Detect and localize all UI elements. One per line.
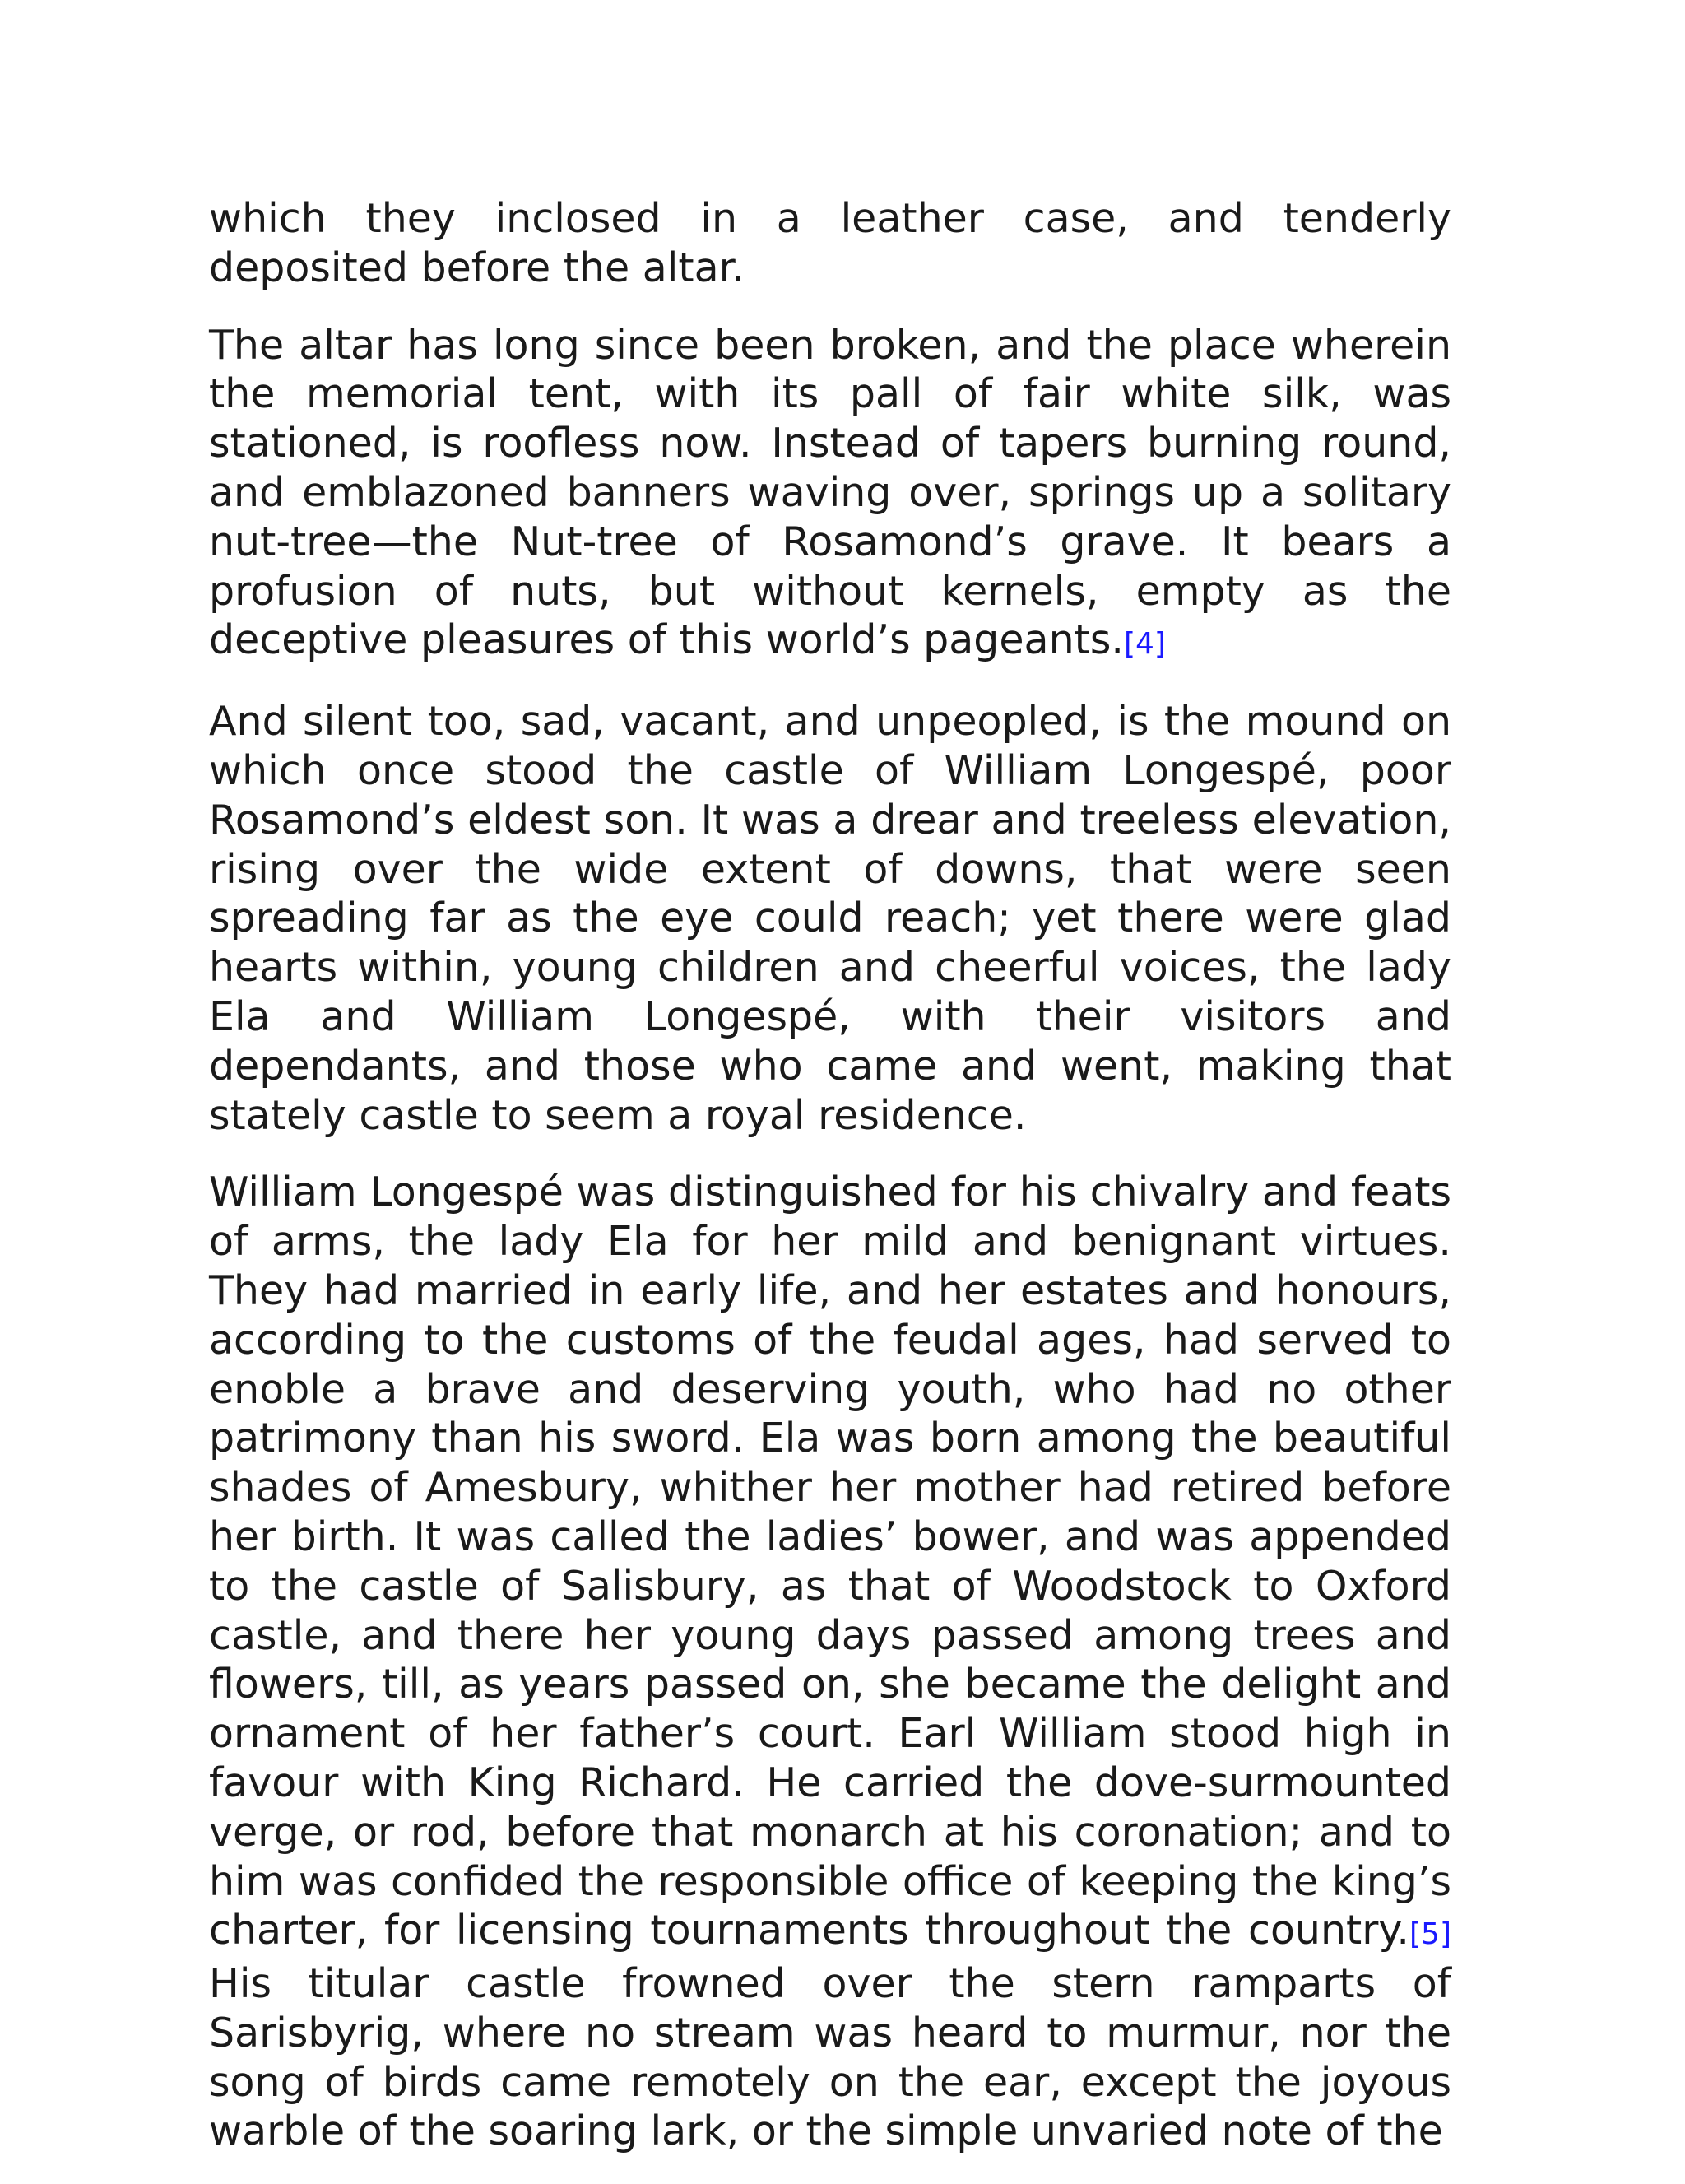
paragraph-1: [209, 194, 1451, 293]
paragraph-3-text: And silent too, sad, vacant, and unpeopled, is the mound on which once stood the castle of William Longespé, poor Rosamond’s eldest son. It was a drear and treeless elevation, rising over the wide extent of downs, that were seen spreading far as the eye could reach; yet there were glad hearts within, young children and cheerful voices, the lady Ela and William Longespé, with their visitors and dependants, and those who came and went, making that stately castle to seem a royal residence.: [209, 698, 1451, 1139]
footnote-link-4[interactable]: [4]: [1123, 627, 1166, 662]
paragraph-1-text: which they inclosed in a leather case, and tenderly deposited before the altar.: [209, 195, 1451, 291]
paragraph-4-text-end: His titular castle frowned over the stern ramparts of Sarisbyrig, where no stream was heard to murmur, nor the song of birds came remotely on the ear, except the joyous warble of the soaring lark, or the simple unvaried note of the: [209, 1960, 1451, 2155]
paragraph-3: [209, 697, 1451, 1140]
paragraph-4-text-start: William Longespé was distinguished for his chivalry and feats of arms, the lady Ela for her mild and benignant virtues. They had married in early life, and her estates and honours, according to the customs of the feudal ages, had served to enoble a brave and deserving youth, who had no other patrimony than his sword. Ela was born among the beautiful shades of Amesbury, whither her mother had retired before her birth. It was called the ladies’ bower, and was appended to the castle of Salisbury, as that of Woodstock to Oxford castle, and there her young days passed among trees and flowers, till, as years passed on, she became the delight and ornament of her father’s court. Earl William stood high in favour with King Richard. He carried the dove-surmounted verge, or rod, before that monarch at his coronation; and to him was confided the responsible office of keeping the king’s charter, for licensing tournaments throughout the country.: [209, 1169, 1451, 1954]
paragraph-2-text: The altar has long since been broken, and the place wherein the memorial tent, with its pall of fair white silk, was stationed, is roofless now. Instead of tapers burning round, and emblazoned banners waving over, springs up a solitary nut-tree—the Nut-tree of Rosamond’s grave. It bears a profusion of nuts, but without kernels, empty as the deceptive pleasures of this world’s pageants.: [209, 321, 1451, 664]
paragraph-2: [209, 321, 1451, 670]
page-body: [209, 194, 1451, 2184]
footnote-link-5[interactable]: [5]: [1409, 1917, 1451, 1952]
paragraph-4: [209, 1168, 1451, 2156]
